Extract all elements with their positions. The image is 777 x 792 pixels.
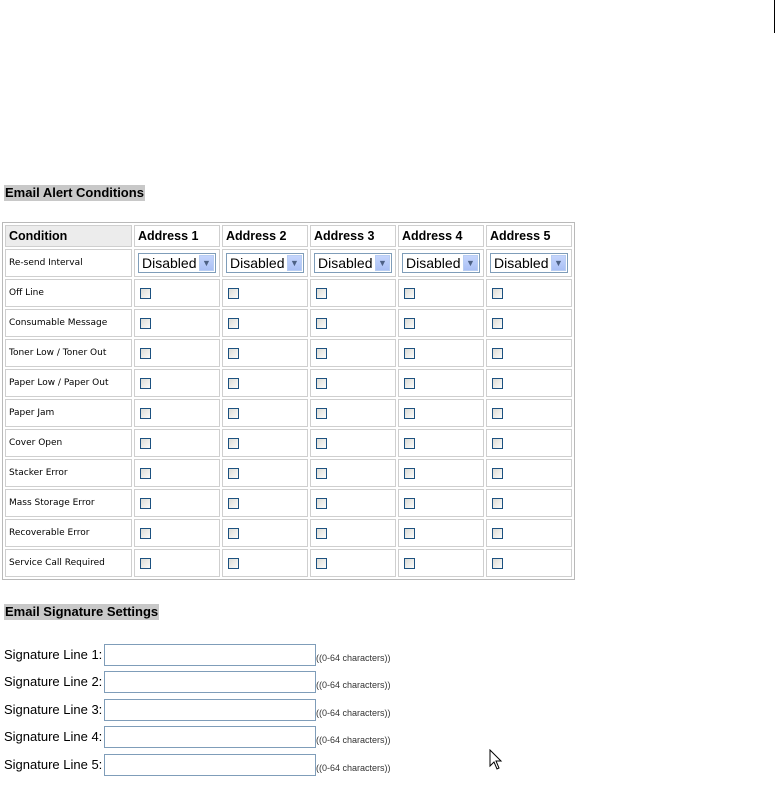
email-signature-settings-title: Email Signature Settings: [5, 604, 159, 619]
checkbox-cell: [486, 549, 572, 577]
checkbox-cell: [486, 489, 572, 517]
condition-checkbox-address-4[interactable]: [404, 288, 415, 299]
signature-line-label: Signature Line 3:: [4, 702, 103, 717]
table-row: [5, 429, 572, 457]
signature-line-5-input[interactable]: [104, 754, 316, 776]
checkbox-cell: [398, 489, 484, 517]
checkbox-cell: [310, 519, 396, 547]
address-2-column-header: Address 2: [222, 225, 308, 247]
condition-checkbox-address-3[interactable]: [316, 348, 327, 359]
checkbox-cell: [486, 369, 572, 397]
checkbox-cell: [398, 279, 484, 307]
condition-checkbox-address-1[interactable]: [140, 408, 151, 419]
condition-label: Consumable Message: [5, 309, 132, 337]
resend-interval-cell: [222, 249, 308, 277]
signature-line-4-input[interactable]: [104, 726, 316, 748]
signature-line-3-input[interactable]: [104, 699, 316, 721]
condition-checkbox-address-5[interactable]: [492, 378, 503, 389]
resend-interval-value: Disabled: [318, 255, 373, 271]
condition-checkbox-address-3[interactable]: [316, 498, 327, 509]
condition-checkbox-address-5[interactable]: [492, 498, 503, 509]
checkbox-cell: [486, 519, 572, 547]
resend-interval-select-address-2[interactable]: [226, 253, 304, 273]
table-row: [5, 549, 572, 577]
condition-checkbox-address-4[interactable]: [404, 498, 415, 509]
table-header-row: [5, 225, 572, 247]
checkbox-cell: [398, 519, 484, 547]
address-1-column-header: Address 1: [134, 225, 220, 247]
checkbox-cell: [222, 369, 308, 397]
condition-checkbox-address-5[interactable]: [492, 288, 503, 299]
condition-checkbox-address-5[interactable]: [492, 348, 503, 359]
condition-checkbox-address-2[interactable]: [228, 288, 239, 299]
table-row: [5, 489, 572, 517]
checkbox-cell: [398, 459, 484, 487]
checkbox-cell: [310, 309, 396, 337]
checkbox-cell: [310, 459, 396, 487]
condition-label: Toner Low / Toner Out: [5, 339, 132, 367]
checkbox-cell: [310, 429, 396, 457]
chevron-down-icon[interactable]: ▼: [199, 255, 214, 271]
signature-line-hint: ((0-64 characters)): [316, 680, 391, 690]
checkbox-cell: [398, 399, 484, 427]
resend-interval-select-address-5[interactable]: [490, 253, 568, 273]
condition-checkbox-address-4[interactable]: [404, 558, 415, 569]
condition-checkbox-address-1[interactable]: [140, 558, 151, 569]
resend-interval-select-address-3[interactable]: [314, 253, 392, 273]
checkbox-cell: [134, 489, 220, 517]
checkbox-cell: [222, 489, 308, 517]
resend-interval-cell: [398, 249, 484, 277]
checkbox-cell: [398, 549, 484, 577]
condition-checkbox-address-1[interactable]: [140, 528, 151, 539]
chevron-down-icon[interactable]: ▼: [551, 255, 566, 271]
signature-line-label: Signature Line 4:: [4, 729, 103, 744]
condition-checkbox-address-2[interactable]: [228, 408, 239, 419]
condition-checkbox-address-1[interactable]: [140, 378, 151, 389]
condition-checkbox-address-5[interactable]: [492, 408, 503, 419]
checkbox-cell: [222, 309, 308, 337]
checkbox-cell: [134, 339, 220, 367]
condition-checkbox-address-5[interactable]: [492, 318, 503, 329]
condition-checkbox-address-4[interactable]: [404, 378, 415, 389]
address-3-column-header: Address 3: [310, 225, 396, 247]
resend-interval-row: [5, 249, 572, 277]
resend-interval-value: Disabled: [406, 255, 461, 271]
condition-checkbox-address-1[interactable]: [140, 498, 151, 509]
checkbox-cell: [486, 459, 572, 487]
chevron-down-icon[interactable]: ▼: [287, 255, 302, 271]
condition-checkbox-address-4[interactable]: [404, 438, 415, 449]
condition-checkbox-address-3[interactable]: [316, 468, 327, 479]
chevron-down-icon[interactable]: ▼: [463, 255, 478, 271]
condition-checkbox-address-2[interactable]: [228, 348, 239, 359]
checkbox-cell: [398, 339, 484, 367]
condition-column-header: Condition: [5, 225, 132, 247]
checkbox-cell: [486, 309, 572, 337]
email-alert-conditions-title: Email Alert Conditions: [5, 185, 144, 200]
alert-conditions-table: [2, 222, 575, 580]
signature-line-hint: ((0-64 characters)): [316, 735, 391, 745]
condition-checkbox-address-4[interactable]: [404, 528, 415, 539]
checkbox-cell: [486, 429, 572, 457]
checkbox-cell: [398, 429, 484, 457]
condition-checkbox-address-4[interactable]: [404, 318, 415, 329]
resend-interval-value: Disabled: [142, 255, 197, 271]
signature-line-label: Signature Line 2:: [4, 674, 103, 689]
condition-label: Recoverable Error: [5, 519, 132, 547]
condition-checkbox-address-2[interactable]: [228, 498, 239, 509]
checkbox-cell: [134, 399, 220, 427]
checkbox-cell: [134, 519, 220, 547]
condition-checkbox-address-3[interactable]: [316, 528, 327, 539]
condition-label: Stacker Error: [5, 459, 132, 487]
resend-interval-select-address-1[interactable]: [138, 253, 216, 273]
condition-checkbox-address-4[interactable]: [404, 468, 415, 479]
condition-checkbox-address-3[interactable]: [316, 438, 327, 449]
condition-checkbox-address-5[interactable]: [492, 558, 503, 569]
resend-interval-label: Re-send Interval: [5, 249, 132, 277]
signature-line-2-input[interactable]: [104, 671, 316, 693]
condition-checkbox-address-5[interactable]: [492, 528, 503, 539]
checkbox-cell: [310, 279, 396, 307]
condition-label: Paper Jam: [5, 399, 132, 427]
condition-checkbox-address-2[interactable]: [228, 468, 239, 479]
table-row: [5, 519, 572, 547]
chevron-down-icon[interactable]: ▼: [375, 255, 390, 271]
condition-label: Off Line: [5, 279, 132, 307]
checkbox-cell: [134, 279, 220, 307]
checkbox-cell: [486, 399, 572, 427]
signature-line-hint: ((0-64 characters)): [316, 763, 391, 773]
checkbox-cell: [398, 369, 484, 397]
condition-checkbox-address-1[interactable]: [140, 438, 151, 449]
resend-interval-cell: [486, 249, 572, 277]
checkbox-cell: [222, 549, 308, 577]
checkbox-cell: [310, 549, 396, 577]
table-row: [5, 369, 572, 397]
table-row: [5, 459, 572, 487]
checkbox-cell: [222, 339, 308, 367]
checkbox-cell: [134, 369, 220, 397]
checkbox-cell: [134, 309, 220, 337]
checkbox-cell: [134, 429, 220, 457]
table-row: [5, 309, 572, 337]
condition-checkbox-address-5[interactable]: [492, 468, 503, 479]
checkbox-cell: [398, 309, 484, 337]
condition-checkbox-address-4[interactable]: [404, 348, 415, 359]
condition-checkbox-address-1[interactable]: [140, 318, 151, 329]
condition-checkbox-address-5[interactable]: [492, 438, 503, 449]
signature-line-label: Signature Line 1:: [4, 647, 103, 662]
condition-checkbox-address-2[interactable]: [228, 318, 239, 329]
condition-checkbox-address-2[interactable]: [228, 558, 239, 569]
table-row: [5, 399, 572, 427]
condition-label: Mass Storage Error: [5, 489, 132, 517]
checkbox-cell: [486, 339, 572, 367]
condition-checkbox-address-1[interactable]: [140, 468, 151, 479]
checkbox-cell: [222, 399, 308, 427]
resend-interval-value: Disabled: [494, 255, 549, 271]
checkbox-cell: [310, 369, 396, 397]
table-row: [5, 279, 572, 307]
condition-checkbox-address-2[interactable]: [228, 528, 239, 539]
condition-checkbox-address-3[interactable]: [316, 318, 327, 329]
resend-interval-cell: [310, 249, 396, 277]
address-4-column-header: Address 4: [398, 225, 484, 247]
checkbox-cell: [134, 549, 220, 577]
table-row: [5, 339, 572, 367]
signature-line-hint: ((0-64 characters)): [316, 708, 391, 718]
condition-checkbox-address-3[interactable]: [316, 288, 327, 299]
condition-checkbox-address-1[interactable]: [140, 288, 151, 299]
condition-label: Paper Low / Paper Out: [5, 369, 132, 397]
signature-line-label: Signature Line 5:: [4, 757, 103, 772]
checkbox-cell: [486, 279, 572, 307]
checkbox-cell: [222, 519, 308, 547]
checkbox-cell: [222, 279, 308, 307]
window-edge-line: [774, 0, 775, 33]
address-5-column-header: Address 5: [486, 225, 572, 247]
signature-line-hint: ((0-64 characters)): [316, 653, 391, 663]
signature-line-1-input[interactable]: [104, 644, 316, 666]
condition-checkbox-address-3[interactable]: [316, 378, 327, 389]
resend-interval-select-address-4[interactable]: [402, 253, 480, 273]
condition-label: Service Call Required: [5, 549, 132, 577]
resend-interval-cell: [134, 249, 220, 277]
condition-label: Cover Open: [5, 429, 132, 457]
condition-checkbox-address-1[interactable]: [140, 348, 151, 359]
checkbox-cell: [222, 459, 308, 487]
condition-checkbox-address-2[interactable]: [228, 378, 239, 389]
mouse-pointer-icon: [489, 749, 503, 771]
condition-checkbox-address-3[interactable]: [316, 408, 327, 419]
checkbox-cell: [310, 399, 396, 427]
condition-checkbox-address-4[interactable]: [404, 408, 415, 419]
checkbox-cell: [134, 459, 220, 487]
checkbox-cell: [222, 429, 308, 457]
resend-interval-value: Disabled: [230, 255, 285, 271]
checkbox-cell: [310, 339, 396, 367]
condition-checkbox-address-3[interactable]: [316, 558, 327, 569]
condition-checkbox-address-2[interactable]: [228, 438, 239, 449]
checkbox-cell: [310, 489, 396, 517]
